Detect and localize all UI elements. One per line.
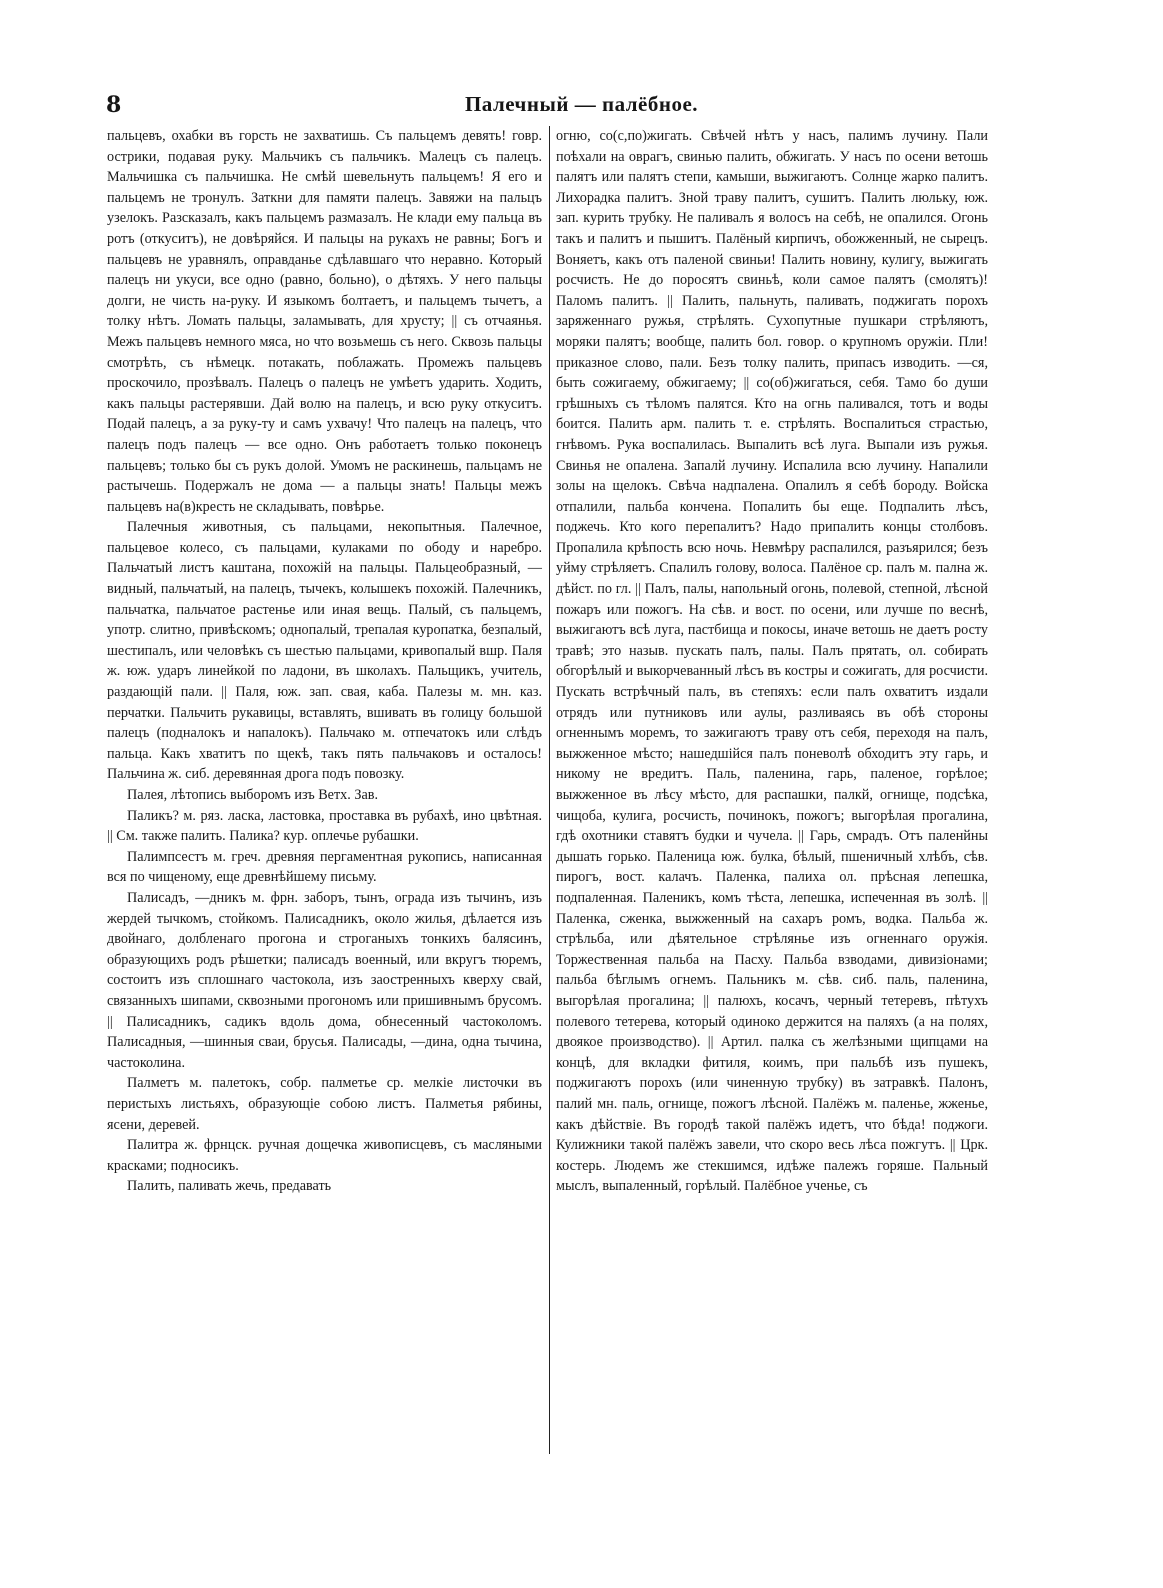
column-divider xyxy=(549,126,550,1454)
running-head: Палечный — палёбное. xyxy=(464,92,699,116)
dictionary-entry: Палитра ж. фрнцск. ручная дощечка живописцевъ, съ масляными красками; подносикъ. xyxy=(107,1137,542,1174)
dictionary-entry: Палить, паливать жечь, предавать xyxy=(127,1178,332,1195)
dictionary-entry: Палимпсестъ м. греч. древняя пергаментная рукопись, написанная вся по чищеному, еще древнѣйшему письму. xyxy=(107,848,542,886)
dictionary-entry: огню, со(с,по)жигать. Свѣчей нѣтъ у насъ, палимъ лучину. Пали поѣхали на оврагъ, свинью палить, обжигать. У насъ по осени ветошь палятъ или палятъ степи, камыши, выжигаютъ. Солнце жарко палитъ. Лихорадка палитъ. Зной траву палитъ, сушитъ. Палить люльку, юж. зап. курить трубку. Не паливалъ я волосъ на себѣ, не опалился. Огонь такъ и палитъ и пышитъ. Палёный кирпичъ, обожженный, не сырецъ. Воняетъ, какъ отъ паленой свиньи! Палить новину, кулигу, выжигать росчисть. Не до поросятъ свиньѣ, коли самое палятъ (смолятъ)! Паломъ палитъ. || Палить, пальнуть, паливать, поджигать порохъ заряженнаго ружья, стрѣлять. Сухопутные пушкари стрѣляютъ, моряки палятъ; вообще, палить бол. говор. о крупномъ оружіи. Пли! приказное слово, пали. Безъ толку палить, припасъ изводить. —ся, быть сожигаему, обжигаему; || со(об)жигаться, себя. Тамо бо души грѣшныхъ съ тѣломъ палятся. Кто на огнь паливался, тотъ и воды боится. Палить арм. палить т. е. стрѣлять. Воспалиться страстью, гнѣвомъ. Рука воспалилась. Выпалить всѣ луга. Выпали изъ ружья. Свинья не опалена. Запалй лучину. Испалила всю лучину. Напалили золы на щелокъ. Свѣча надпалена. Опалилъ я себѣ бороду. Войска отпалили, пальба кончена. Попалить бы еще. Подпалить лѣсъ, поджечь. Кто кого перепалитъ? Надо припалить концы столбовъ. Пропалила крѣпость всю ночь. Невмѣру распалился, разъярился; безъ уйму стрѣляетъ. Спалилъ голову, волоса. Палёное ср. палъ м. пална ж. дѣйст. по гл. || Палъ, палы, напольный огонь, полевой, степной, лѣсной пожаръ или пожогъ. На сѣв. и вост. по осени, или лучше по веснѣ, выжигаютъ всѣ луга, пастбища и покосы, иначе ветошь не даетъ росту травѣ; это назыв. пускать палъ, палы. Палъ прятать, ол. собирать обгорѣлый и выкорчеванный лѣсъ въ костры и сожигать, для росчисти. Пускать встрѣчный палъ, въ степяхъ: если палъ охватитъ издали отрядъ или путниковъ или аулы, разливаясь въ обѣ стороны огненнымъ моремъ, то зажигаютъ траву отъ себя, переходя на палъ, выжженное мѣсто; нашедшійся палъ поневолѣ обходитъ эту гарь, и никому не вредитъ. Паль, паленина, гарь, паленое, горѣлое; выжженное въ лѣсу мѣсто, для распашки, палкй, огнище, подсѣка, чищоба, кулига, росчисть, починокъ, пожогъ; выгорѣлая прогалина, гдѣ охотники ставятъ будки и чучела. || Гарь, смрадъ. Отъ паленйны дышать горько. Паленица юж. булка, бѣлый, пшеничный хлѣбъ, сѣв. пирогъ, вост. калачъ. Паленка, палиха ол. прѣсная лепешка, подпаленная. Паленикъ, комъ тѣста, лепешка, испеченная въ золѣ. || Паленка, сженка, выжженный на сахаръ ромъ, водка. Пальба ж. стрѣльба, или дѣятельное стрѣлянье изъ огненнаго оружія. Торжественная пальба на Пасху. Пальба взводами, дивизіонами; пальба бѣглымъ огнемъ. Пальникъ м. сѣв. сиб. паль, паленина, выгорѣлая прогалина; || палюхъ, косачъ, черный тетеревъ, пѣтухъ полевого тетерева, который одиноко держится на паляхъ (а на полях, двоякое производство). || Артил. палка съ желѣзными щипцами на концѣ, для вкладки фитиля, коимъ, при пальбѣ изъ пушекъ, поджигаютъ порохъ (или чиненную трубку) въ затравкѣ. Палонъ, палий мн. паль, огнище, пожогъ лѣсной. Палёжъ м. паленье, жженье, какъ дѣйствіе. Въ городѣ такой палёжъ идетъ, что бѣда! поджоги. Кулижники такой палёжъ завели, что скоро весь лѣса пожгутъ. || Црк. костерь. Людемъ же стекшимся, идѣже палежъ горяше. Пальный мыслъ, выпаленный, горѣлый. Палёбное ученье, съ xyxy=(556,128,988,1195)
left-column xyxy=(107,126,542,1197)
dictionary-entry: Палея, лѣтопись выборомъ изъ Ветх. Зав. xyxy=(127,787,379,803)
dictionary-entry: пальцевъ, охабки въ горсть не захватишь. Съ пальцемъ девять! говр. острики, подавая руку. Мальчикъ съ пальчикъ. Малецъ съ палецъ. Мальчишка съ пальчишка. Не смѣй шевельнуть пальцемъ! Я его и пальцемъ не тронулъ. Заткни для памяти палецъ. Завяжи на пальцъ узелокъ. Разсказалъ, какъ пальцемъ размазалъ. Не клади ему пальца въ ротъ (откуситъ), не довѣряйся. И пальцы на рукахъ не равны; Богъ и пальцевъ не уравнялъ, оправданье сдѣлавшаго что неравно. Который палецъ ни укуси, все одно (равно, больно), о дѣтяхъ. У него пальцы долги, не чисть на-руку. И языкомъ болтаетъ, и пальцемъ тычетъ, а толку нѣтъ. Ломать пальцы, заламывать, для хрусту; || съ отчаянья. Межъ пальцевъ немного мяса, но что возьмешь съ него. Сквозь пальцы смотрѣть, съ нѣмецк. потакать, поблажать. Промежъ пальцевъ проскочило, прозѣвалъ. Палецъ о палецъ не умѣетъ ударить. Ходить, какъ пальцы растерявши. Дай волю на палецъ, и всю руку откуситъ. Подай палецъ, а за руку-ту и самъ ухвачу! Что палецъ на палецъ, что палецъ подъ палецъ — все одно. Онъ работаетъ только поконецъ пальцевъ; только бы съ рукъ долой. Умомъ не раскинешь, пальцамъ не растычешь. Подержалъ не дома — а пальцы знать! Пальцы межъ пальцевъ на(в)кресть не складывать, повѣрье. xyxy=(107,128,542,515)
dictionary-entry: Палечныя животныя, съ пальцами, некопытныя. Палечное, пальцевое колесо, съ пальцами, кулаками по ободу и наребро. Пальчатый листъ каштана, похожій на пальцы. Пальцеобразный, —видный, пальчатый, на палецъ, тычекъ, колышекъ похожій. Палечникъ, пальчатка, пальчатое растенье или иная вещь. Палый, съ пальцемъ, употр. слитно, привѣскомъ; однопалый, трепалая куропатка, безпалый, шестипалъ, или человѣкъ съ шестью пальцами, кривопалый вшр. Паля ж. юж. ударъ линейкой по ладони, въ школахъ. Пальщикъ, учитель, раздающій пали. || Паля, юж. зап. свая, каба. Палезы м. мн. каз. перчатки. Пальчить рукавицы, вставлять, вшивать въ голицу большой палецъ (подналокъ и напалокъ). Пальчако м. отпечатокъ или слѣдъ пальца. Какъ хватитъ по щекѣ, такъ пять пальчаковъ и осталось! Пальчина ж. сиб. деревянная дрога подъ повозку. xyxy=(107,519,542,783)
dictionary-entry: Палметъ м. палетокъ, собр. палметье ср. мелкіе листочки въ перистыхъ листьяхъ, образующіе собою листъ. Палметья рябины, ясени, деревей. xyxy=(107,1075,542,1133)
dictionary-entry: Паликъ? м. ряз. ласка, ластовка, проставка въ рубахѣ, ино цвѣтная. || См. также палить. Палика? кур. оплечье рубашки. xyxy=(107,807,542,845)
right-column xyxy=(556,126,988,1197)
page-number: 8 xyxy=(106,92,122,118)
dictionary-entry: Палисадъ, —дникъ м. фрн. заборъ, тынъ, ограда изъ тычинъ, изъ жердей тычкомъ, стойкомъ. Палисадникъ, около жилья, дѣлается изъ двойнаго, долбленаго прогона и строганыхъ тонкихъ балясинъ, образующихъ родъ рѣшетки; палисадъ военный, или вкругъ тюремъ, состоитъ изъ сплошнаго частокола, изъ заостренныхъ кверху свай, связанныхъ шипами, сквозными прогономъ или пришивнымъ брусомъ. || Палисадникъ, садикъ вдоль дома, обнесенный частоколомъ. Палисадныя, —шинныя сваи, брусья. Палисады, —дина, одна тычина, частоколина. xyxy=(107,889,542,1071)
